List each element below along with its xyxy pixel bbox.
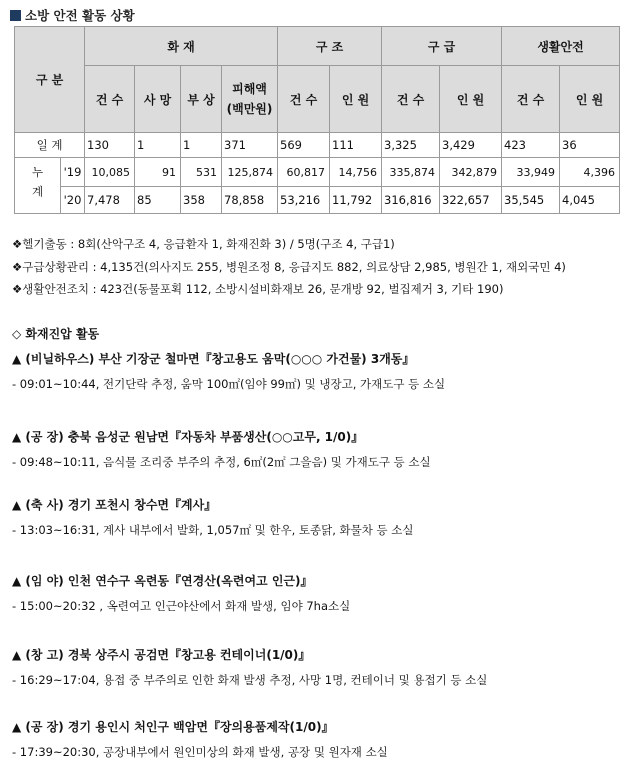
- incident-item: [12, 646, 487, 688]
- group-fire: 화 재: [85, 27, 278, 66]
- table-cell: 358: [181, 187, 222, 214]
- incident-heading: ▲ (임 야) 인천 연수구 옥련동『연경산(옥련여고 인근)』: [12, 574, 313, 588]
- table-cell: 569: [278, 133, 330, 158]
- note-life-safety: ❖생활안전조치 : 423건(동물포획 112, 소방시설비화재보 26, 문개방 92, 벌집제거 3, 기타 190): [12, 282, 504, 296]
- table-cell: 111: [330, 133, 382, 158]
- cumulative-label: 누계: [15, 158, 61, 214]
- sub-header: 건 수: [502, 66, 560, 133]
- table-cell: 130: [85, 133, 135, 158]
- notes-list: [12, 233, 566, 301]
- sub-header: 인 원: [560, 66, 620, 133]
- sub-header: 건 수: [278, 66, 330, 133]
- note-ems-management: ❖구급상황관리 : 4,135건(의사지도 255, 병원조정 8, 응급지도 882, 의료상담 2,985, 병원간 1, 재외국민 4): [12, 259, 566, 274]
- incident-detail: - 09:48~10:11, 음식물 조리중 부주의 추정, 6㎡(2㎡ 그을음) 및 가재도구 등 소실: [12, 455, 431, 469]
- table-cell: 125,874: [222, 158, 278, 187]
- table-cell: 3,429: [440, 133, 502, 158]
- table-cell: 35,545: [502, 187, 560, 214]
- group-life-safety: 생활안전: [502, 27, 620, 66]
- group-ems: 구 급: [382, 27, 502, 66]
- table-cell: 78,858: [222, 187, 278, 214]
- sub-header: 건 수: [85, 66, 135, 133]
- table-cell: 423: [502, 133, 560, 158]
- table-cell: 85: [135, 187, 181, 214]
- incident-heading: ▲ (축 사) 경기 포천시 창수면『계사』: [12, 498, 217, 512]
- daily-label: 일 계: [15, 133, 85, 158]
- table-cell: 7,478: [85, 187, 135, 214]
- table-cell: 33,949: [502, 158, 560, 187]
- sub-header: 부 상: [181, 66, 222, 133]
- stats-table: [14, 26, 620, 214]
- table-cell: 531: [181, 158, 222, 187]
- incident-item: [12, 350, 445, 392]
- incident-item: [12, 718, 388, 760]
- incident-heading: ▲ (공 장) 충북 음성군 원남면『자동차 부품생산(○○고무, 1/0)』: [12, 430, 364, 444]
- table-cell: 316,816: [382, 187, 440, 214]
- table-cell: 36: [560, 133, 620, 158]
- incident-item: [12, 572, 350, 614]
- section-heading: ◇ 화재진압 활동: [12, 327, 100, 341]
- row-header: 구 분: [15, 27, 85, 133]
- page-title: [10, 6, 135, 24]
- year-label: '20: [61, 187, 85, 214]
- table-cell: 371: [222, 133, 278, 158]
- table-cell: 53,216: [278, 187, 330, 214]
- page-title-text: 소방 안전 활동 상황: [25, 8, 135, 23]
- incident-detail: - 15:00~20:32 , 옥련여고 인근야산에서 화재 발생, 임야 7ha소실: [12, 599, 351, 613]
- incident-heading: ▲ (창 고) 경북 상주시 공검면『창고용 컨테이너(1/0)』: [12, 648, 311, 662]
- table-cell: 1: [181, 133, 222, 158]
- incident-item: [12, 496, 414, 538]
- table-cell: 4,396: [560, 158, 620, 187]
- sub-header: 인 원: [440, 66, 502, 133]
- table-cell: 14,756: [330, 158, 382, 187]
- incident-detail: - 09:01~10:44, 전기단락 추정, 움막 100㎡(임야 99㎡) 및 냉장고, 가재도구 등 소실: [12, 377, 446, 391]
- sub-header: 인 원: [330, 66, 382, 133]
- table-cell: 322,657: [440, 187, 502, 214]
- table-cell: 342,879: [440, 158, 502, 187]
- group-rescue: 구 조: [278, 27, 382, 66]
- incident-detail: - 17:39~20:30, 공장내부에서 원인미상의 화재 발생, 공장 및 원자재 소실: [12, 745, 388, 759]
- sub-header: 건 수: [382, 66, 440, 133]
- year-label: '19: [61, 158, 85, 187]
- incident-item: [12, 428, 431, 470]
- incident-heading: ▲ (비닐하우스) 부산 기장군 철마면『창고용도 움막(○○○ 가건물) 3개동』: [12, 352, 415, 366]
- sub-header: 사 망: [135, 66, 181, 133]
- note-helicopter: ❖헬기출동 : 8회(산악구조 4, 응급환자 1, 화재진화 3) / 5명(구조 4, 구급1): [12, 237, 395, 251]
- table-cell: 335,874: [382, 158, 440, 187]
- sub-header: 피해액 (백만원): [222, 66, 278, 133]
- table-cell: 4,045: [560, 187, 620, 214]
- table-cell: 3,325: [382, 133, 440, 158]
- table-cell: 10,085: [85, 158, 135, 187]
- table-cell: 91: [135, 158, 181, 187]
- incident-detail: - 16:29~17:04, 용접 중 부주의로 인한 화재 발생 추정, 사망 1명, 컨테이너 및 용접기 등 소실: [12, 673, 488, 687]
- title-bullet-icon: [10, 10, 21, 21]
- table-cell: 1: [135, 133, 181, 158]
- incident-heading: ▲ (공 장) 경기 용인시 처인구 백암면『장의용품제작(1/0)』: [12, 720, 334, 734]
- incident-detail: - 13:03~16:31, 계사 내부에서 발화, 1,057㎡ 및 한우, 토종닭, 화물차 등 소실: [12, 523, 414, 537]
- table-cell: 60,817: [278, 158, 330, 187]
- table-cell: 11,792: [330, 187, 382, 214]
